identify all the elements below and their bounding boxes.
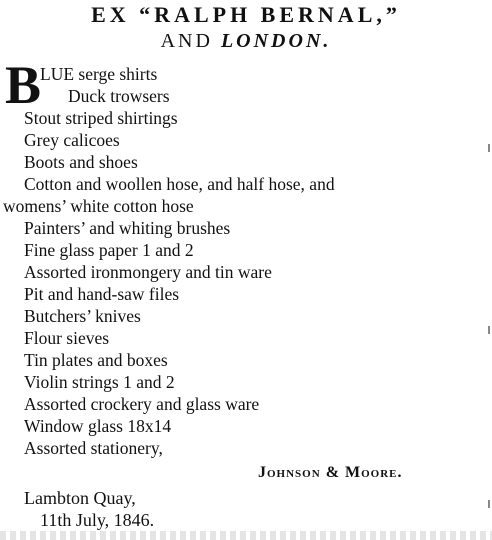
list-item: womens’ white cotton hose [3, 196, 194, 216]
origin-prefix: AND [160, 30, 221, 52]
bleed-through-text [0, 531, 492, 540]
signature-ampersand: & [320, 464, 346, 481]
list-item: Cotton and woollen hose, and half hose, and [24, 174, 335, 194]
list-item: Assorted stationery, [24, 438, 163, 458]
list-item: Stout striped shirtings [24, 108, 178, 128]
drop-capital: B [5, 55, 42, 115]
list-item: Duck trowsers [68, 86, 170, 106]
list-item: Painters’ and whiting brushes [24, 218, 231, 238]
list-item: LUE serge shirts [40, 64, 158, 84]
list-item: Violin strings 1 and 2 [24, 372, 175, 392]
list-item: Assorted ironmongery and tin ware [24, 262, 272, 282]
signature-name-moore: Moore. [345, 464, 403, 481]
scan-mark [488, 144, 490, 152]
list-item: Fine glass paper 1 and 2 [24, 240, 194, 260]
origin-place: LONDON. [220, 30, 332, 52]
address-street: Lambton Quay, [24, 488, 136, 508]
list-item: Boots and shoes [24, 152, 138, 172]
list-item: Flour sieves [24, 328, 110, 348]
ship-heading: EX “RALPH BERNAL,” [91, 2, 401, 27]
scan-mark [488, 500, 490, 508]
list-item: Window glass 18x14 [24, 416, 172, 436]
list-item: Pit and hand-saw files [24, 284, 180, 304]
signature-name-johnson: Johnson [258, 464, 321, 481]
list-item: Butchers’ knives [24, 306, 141, 326]
list-item: Grey calicoes [24, 130, 120, 150]
list-item: Assorted crockery and glass ware [24, 394, 260, 414]
list-item: Tin plates and boxes [24, 350, 168, 370]
scan-mark [488, 326, 490, 334]
origin-heading [0, 30, 492, 53]
address-date: 11th July, 1846. [40, 510, 155, 530]
merchant-signature [258, 464, 403, 482]
